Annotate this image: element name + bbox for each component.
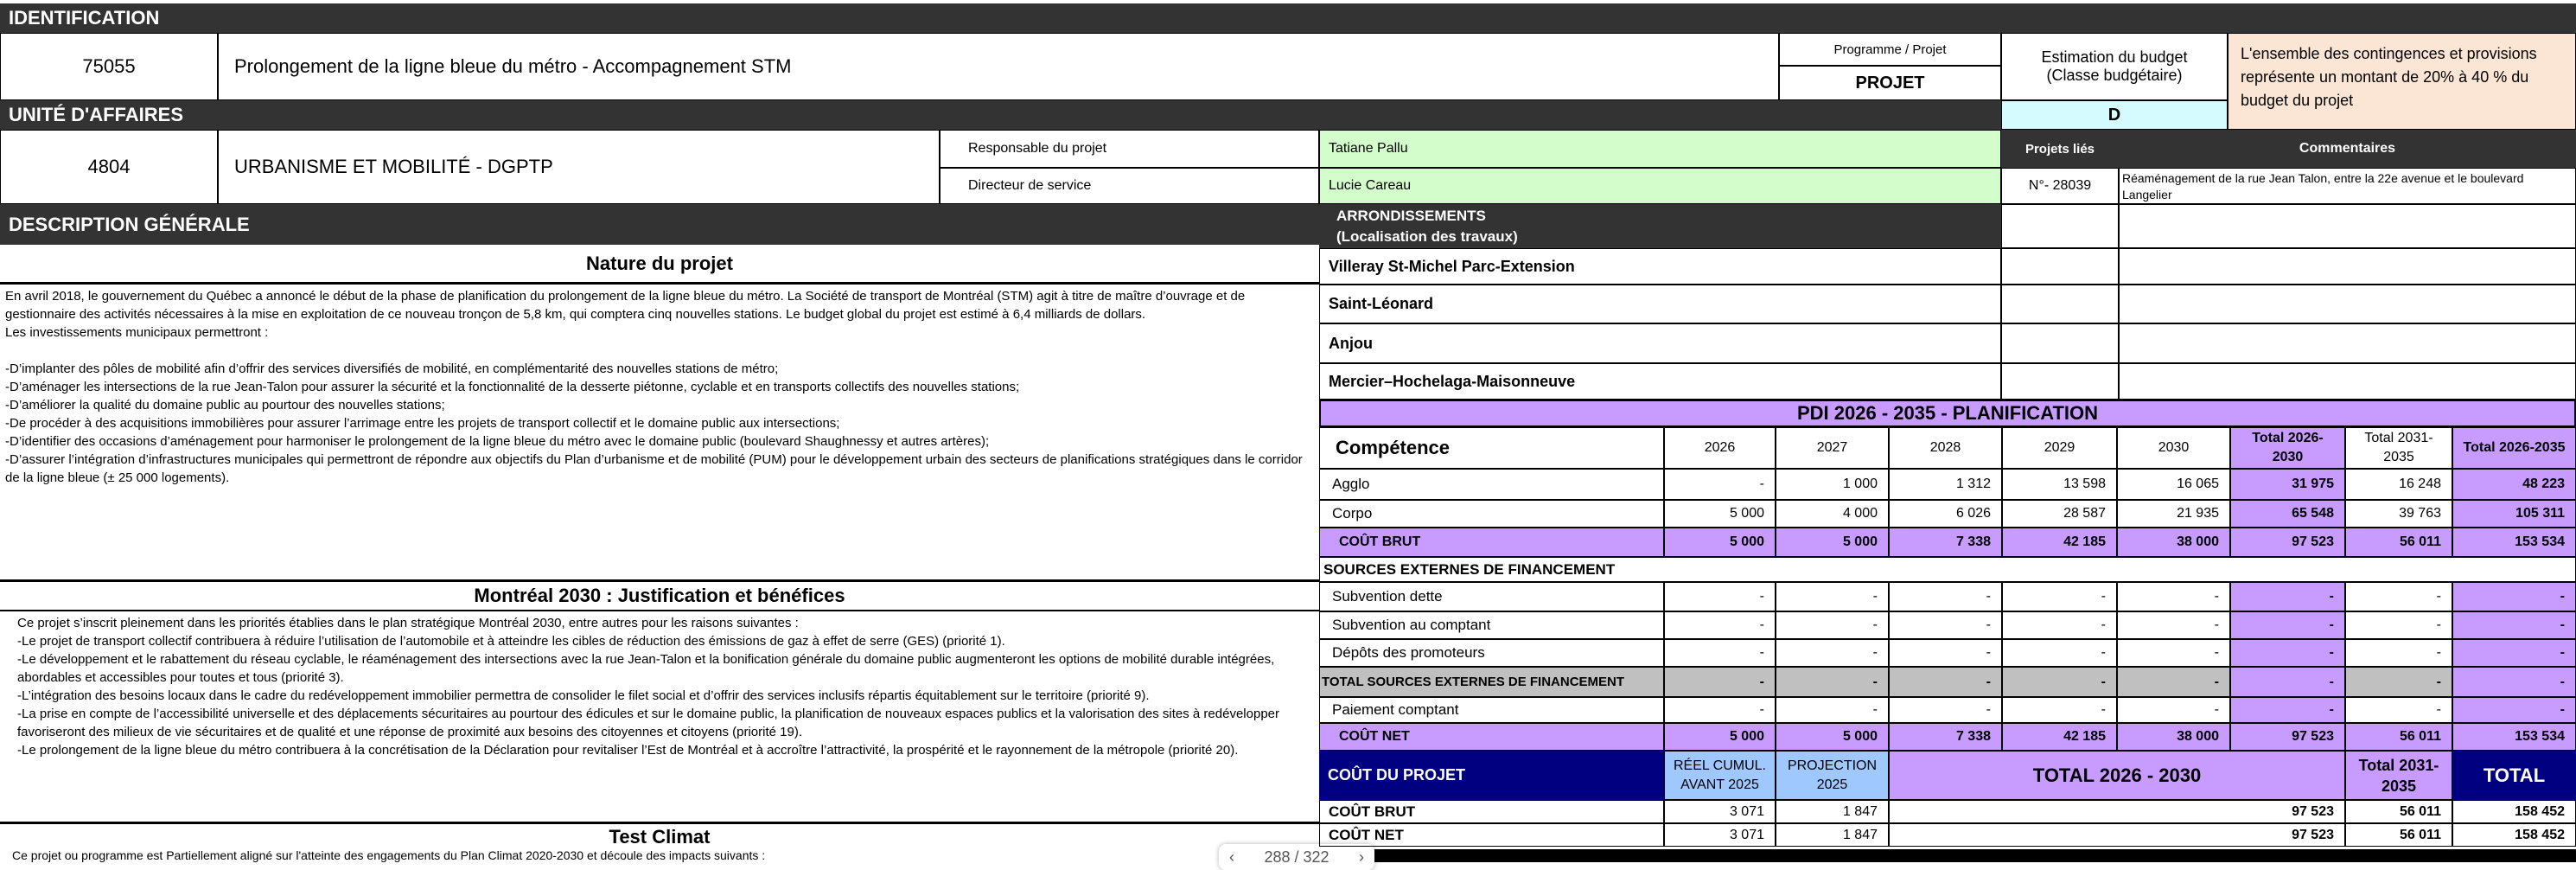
table-cell: - <box>2452 697 2576 723</box>
table-cell: 16 248 <box>2345 469 2452 500</box>
cout-cell: 3 071 <box>1664 800 1776 823</box>
arrondissements-subtitle: (Localisation des travaux) <box>1336 228 1518 245</box>
table-cell: - <box>2002 667 2117 697</box>
nature-line: Les investissements municipaux permettront : <box>5 325 269 340</box>
arrondissement-projet-cell <box>2001 363 2119 400</box>
nature-text <box>0 285 1319 579</box>
cout-cell: 158 452 <box>2452 823 2576 847</box>
montreal-line: -Le projet de transport collectif contribuera à réduire l’utilisation de l’automobile et à atteindre les cibles de réduction des émissions de gaz à effet de serre (GES) (priorité 1). <box>17 634 1005 649</box>
cout-cell: 97 523 <box>1889 800 2345 823</box>
table-cell: 39 763 <box>2345 500 2452 528</box>
table-cell: - <box>1664 582 1776 611</box>
page-navigator <box>1219 844 1374 870</box>
nature-line: -De procéder à des acquisitions immobilières pour assurer l’arrimage entre les projets de transport collectif et le domaine public aux intersections; <box>5 416 840 431</box>
row-label: Agglo <box>1319 469 1664 500</box>
projet-lie-commentaire: Réaménagement de la rue Jean Talon, entre la 22e avenue et le boulevard Langelier <box>2119 168 2576 204</box>
projet-lie-empty <box>2001 204 2119 248</box>
table-cell: - <box>2230 667 2345 697</box>
projets-lies-header: Projets liés <box>2001 130 2119 168</box>
cout-cell: 3 071 <box>1664 823 1776 847</box>
table-cell: - <box>2452 639 2576 667</box>
cout-cell: 158 452 <box>2452 800 2576 823</box>
pdi-title: PDI 2026 - 2035 - PLANIFICATION <box>1319 400 2576 427</box>
table-cell: 5 000 <box>1664 723 1776 751</box>
table-cell: 5 000 <box>1664 500 1776 528</box>
table-cell: - <box>2002 639 2117 667</box>
table-cell: 6 026 <box>1889 500 2002 528</box>
montreal-line: -L’intégration des besoins locaux dans le cadre du redéveloppement immobilier permettra de consolider le filet social et d’offrir des services inclusifs répartis équitablement sur le territoire (priorité 9). <box>17 688 1150 703</box>
table-cell: 4 000 <box>1776 500 1889 528</box>
table-cell: 1 312 <box>1889 469 2002 500</box>
pdi-column-header: Total 2026-2035 <box>2452 427 2576 469</box>
table-cell: - <box>1889 639 2002 667</box>
cout-cell: 56 011 <box>2345 823 2452 847</box>
unite-code: 4804 <box>0 130 218 204</box>
table-cell: - <box>2452 667 2576 697</box>
project-code: 75055 <box>0 33 218 100</box>
table-cell: - <box>1776 697 1889 723</box>
climat-title: Test Climat <box>0 822 1319 849</box>
table-cell: 153 534 <box>2452 723 2576 751</box>
nature-line: -D’implanter des pôles de mobilité afin d’offrir des services diversifiés de mobilité, en complémentarité des nouvelles stations de métro; <box>5 361 779 376</box>
table-cell: 56 011 <box>2345 723 2452 751</box>
table-cell: 153 534 <box>2452 528 2576 557</box>
estimation-class: D <box>2001 100 2228 130</box>
unite-header: UNITÉ D'AFFAIRES <box>0 100 2001 130</box>
col-total-3135: Total 2031-2035 <box>2345 751 2452 800</box>
table-bottom-rule <box>1319 849 2576 862</box>
program-type-label: Programme / Projet <box>1779 33 2001 66</box>
arrondissement-projet-cell <box>2001 285 2119 323</box>
row-label: COÛT NET <box>1319 723 1664 751</box>
unite-name: URBANISME ET MOBILITÉ - DGPTP <box>218 130 940 204</box>
montreal-text <box>12 612 1317 820</box>
cout-cell: 1 847 <box>1776 823 1889 847</box>
cout-projet-header: COÛT DU PROJET <box>1319 751 1664 800</box>
pdi-column-header: 2028 <box>1889 427 2002 469</box>
table-cell: - <box>1664 667 1776 697</box>
table-cell: - <box>2345 667 2452 697</box>
table-cell: - <box>2452 611 2576 639</box>
estimation-label: Estimation du budget (Classe budgétaire) <box>2001 33 2228 100</box>
arrondissements-header <box>1319 204 2001 248</box>
montreal-line: -Le développement et le rabattement du réseau cyclable, le réaménagement des intersections avec la rue Jean-Talon et la bonification générale du domaine public augmenteront les options de mobilité durable intégrées, abordables et accessibles pour toutes et tous (priorité 3). <box>17 652 1275 685</box>
table-cell: - <box>2117 582 2230 611</box>
table-cell: - <box>1664 639 1776 667</box>
page-indicator: 288 / 322 <box>1264 848 1329 866</box>
table-cell: 65 548 <box>2230 500 2345 528</box>
projet-lie-numero: N°- 28039 <box>2001 168 2119 204</box>
description-header: DESCRIPTION GÉNÉRALE <box>0 204 1319 245</box>
table-cell: 38 000 <box>2117 528 2230 557</box>
row-label: TOTAL SOURCES EXTERNES DE FINANCEMENT <box>1319 667 1664 697</box>
table-cell: 48 223 <box>2452 469 2576 500</box>
table-cell: - <box>2345 639 2452 667</box>
directeur-label: Directeur de service <box>940 168 1319 204</box>
nature-line: En avril 2018, le gouvernement du Québec a annoncé le début de la phase de planification du prolongement de la ligne bleue du métro. La Société de transport de Montréal (STM) agit à titre de maître d’ouvrage et de gestionnaire des activités nécessaires à la mise en exploitation de ce nouveau tronçon de 5,8 km, qui comptera cinq nouvelles stations. Le budget global du projet est estimé à 6,4 milliards de dollars. <box>5 289 1246 322</box>
table-cell: - <box>2117 697 2230 723</box>
table-cell: - <box>1889 611 2002 639</box>
table-cell: 42 185 <box>2002 528 2117 557</box>
table-cell: - <box>2117 667 2230 697</box>
cout-cell: 97 523 <box>1889 823 2345 847</box>
table-cell: 5 000 <box>1776 528 1889 557</box>
responsable-label: Responsable du projet <box>940 130 1319 168</box>
table-cell: - <box>1776 611 1889 639</box>
responsable-field[interactable]: Tatiane Pallu <box>1319 130 2001 168</box>
table-cell: - <box>1664 697 1776 723</box>
program-type-value: PROJET <box>1779 66 2001 100</box>
nature-line: -D’assurer l’intégration d’infrastructures municipales qui permettront de répondre aux objectifs du Plan d’urbanisme et de mobilité (PUM) pour le développement urbain des secteurs de planifications stratégiques dans le corridor de la ligne bleue (± 25 000 logements). <box>5 452 1303 485</box>
arrondissement-comment-cell <box>2119 285 2576 323</box>
nature-line <box>5 342 1314 360</box>
montreal-line: Ce projet s’inscrit pleinement dans les priorités établies dans le plan stratégique Montréal 2030, entre autres pour les raisons suivantes : <box>17 616 799 630</box>
table-cell: - <box>2345 582 2452 611</box>
directeur-field[interactable]: Lucie Careau <box>1319 168 2001 204</box>
nature-title: Nature du projet <box>0 245 1319 285</box>
table-cell: - <box>2002 697 2117 723</box>
pdi-column-header: 2027 <box>1776 427 1889 469</box>
col-projection: PROJECTION 2025 <box>1776 751 1889 800</box>
next-page-icon[interactable]: › <box>1358 848 1364 866</box>
pdi-column-header: 2026 <box>1664 427 1776 469</box>
nature-line: -D’améliorer la qualité du domaine public au pourtour des nouvelles stations; <box>5 398 445 413</box>
pdi-column-header: 2030 <box>2117 427 2230 469</box>
cout-row-label: COÛT NET <box>1319 823 1664 847</box>
table-cell: - <box>1889 697 2002 723</box>
climat-text: Ce projet ou programme est Partiellement aligné sur l'atteinte des engagements du Plan Climat 2020-2030 et découle des impacts suivants : <box>12 849 766 862</box>
row-label: Subvention dette <box>1319 582 1664 611</box>
montreal-title: Montréal 2030 : Justification et bénéfices <box>0 579 1319 611</box>
table-cell: - <box>2117 611 2230 639</box>
table-cell: 97 523 <box>2230 528 2345 557</box>
row-label: Subvention au comptant <box>1319 611 1664 639</box>
project-title: Prolongement de la ligne bleue du métro - Accompagnement STM <box>218 33 1779 100</box>
pdi-column-header: 2029 <box>2002 427 2117 469</box>
cout-row-label: COÛT BRUT <box>1319 800 1664 823</box>
arrondissement-projet-cell <box>2001 248 2119 285</box>
table-cell: - <box>2002 582 2117 611</box>
arrondissement-comment-cell <box>2119 323 2576 363</box>
row-label: COÛT BRUT <box>1319 528 1664 557</box>
table-cell: - <box>1776 639 1889 667</box>
table-cell: 38 000 <box>2117 723 2230 751</box>
table-cell: 31 975 <box>2230 469 2345 500</box>
col-total: TOTAL <box>2452 751 2576 800</box>
row-label: Paiement comptant <box>1319 697 1664 723</box>
commentaires-header: Commentaires <box>2119 130 2576 168</box>
table-cell: - <box>2452 582 2576 611</box>
table-cell: - <box>1664 469 1776 500</box>
identification-header: IDENTIFICATION <box>0 3 2576 33</box>
pdi-column-header: Total 2026-2030 <box>2230 427 2345 469</box>
arrondissement-item: Anjou <box>1319 323 2001 363</box>
table-cell: - <box>1664 611 1776 639</box>
col-total-2630: TOTAL 2026 - 2030 <box>1889 751 2345 800</box>
pdi-column-header: Total 2031-2035 <box>2345 427 2452 469</box>
table-cell: - <box>2230 611 2345 639</box>
contingences-note: L'ensemble des contingences et provisions représente un montant de 20% à 40 % du budget du projet <box>2228 33 2576 130</box>
nature-line: -D’identifier des occasions d’aménagement pour harmoniser le prolongement de la ligne bleue du métro avec le domaine public (boulevard Shaughnessy et autres artères); <box>5 434 990 449</box>
table-cell: 7 338 <box>1889 528 2002 557</box>
pdi-column-header: Compétence <box>1319 427 1664 469</box>
table-cell: - <box>2230 639 2345 667</box>
arrondissement-item: Saint-Léonard <box>1319 285 2001 323</box>
table-cell: 16 065 <box>2117 469 2230 500</box>
table-cell: - <box>2117 639 2230 667</box>
nature-line: -D’aménager les intersections de la rue Jean-Talon pour assurer la sécurité et la fonctionnalité de la desserte piétonne, cyclable et en transports collectifs des nouvelles stations; <box>5 380 1020 394</box>
prev-page-icon[interactable]: ‹ <box>1229 848 1234 866</box>
table-cell: - <box>1889 667 2002 697</box>
arrondissement-item: Villeray St-Michel Parc-Extension <box>1319 248 2001 285</box>
table-cell: 5 000 <box>1664 528 1776 557</box>
row-label: Dépôts des promoteurs <box>1319 639 1664 667</box>
arrondissement-projet-cell <box>2001 323 2119 363</box>
arrondissement-comment-cell <box>2119 363 2576 400</box>
arrondissements-title: ARRONDISSEMENTS <box>1336 208 1486 224</box>
cout-cell: 56 011 <box>2345 800 2452 823</box>
table-cell: - <box>2345 611 2452 639</box>
table-cell: - <box>2230 582 2345 611</box>
table-cell: - <box>2345 697 2452 723</box>
table-cell: 105 311 <box>2452 500 2576 528</box>
table-cell: 21 935 <box>2117 500 2230 528</box>
table-cell: 56 011 <box>2345 528 2452 557</box>
table-cell: - <box>2230 697 2345 723</box>
table-cell: 5 000 <box>1776 723 1889 751</box>
table-cell: 13 598 <box>2002 469 2117 500</box>
row-label: Corpo <box>1319 500 1664 528</box>
table-cell: - <box>1889 582 2002 611</box>
table-cell: - <box>1776 667 1889 697</box>
sources-header: SOURCES EXTERNES DE FINANCEMENT <box>1319 557 2576 582</box>
table-cell: - <box>1776 582 1889 611</box>
cout-cell: 1 847 <box>1776 800 1889 823</box>
montreal-line: -La prise en compte de l’accessibilité universelle et des déplacements sécuritaires au pourtour des édicules et sur le domaine public, la planification de nouveaux espaces publics et la valorisation des sites à redévelopper favoriseront des milieux de vie sécuritaires et de qualité et une réponse de proximité aux besoins des citoyennes et citoyens (priorité 19). <box>17 707 1279 739</box>
commentaire-empty <box>2119 204 2576 248</box>
table-cell: 1 000 <box>1776 469 1889 500</box>
arrondissement-comment-cell <box>2119 248 2576 285</box>
montreal-line: -Le prolongement de la ligne bleue du métro contribuera à la concrétisation de la Déclaration pour revitaliser l’Est de Montréal et à accroître l’attractivité, la prospérité et le rayonnement de la métropole (priorité 20). <box>17 743 1239 758</box>
table-cell: 97 523 <box>2230 723 2345 751</box>
table-cell: 28 587 <box>2002 500 2117 528</box>
table-cell: 42 185 <box>2002 723 2117 751</box>
arrondissement-item: Mercier–Hochelaga-Maisonneuve <box>1319 363 2001 400</box>
table-cell: 7 338 <box>1889 723 2002 751</box>
col-reel: RÉEL CUMUL. AVANT 2025 <box>1664 751 1776 800</box>
table-cell: - <box>2002 611 2117 639</box>
